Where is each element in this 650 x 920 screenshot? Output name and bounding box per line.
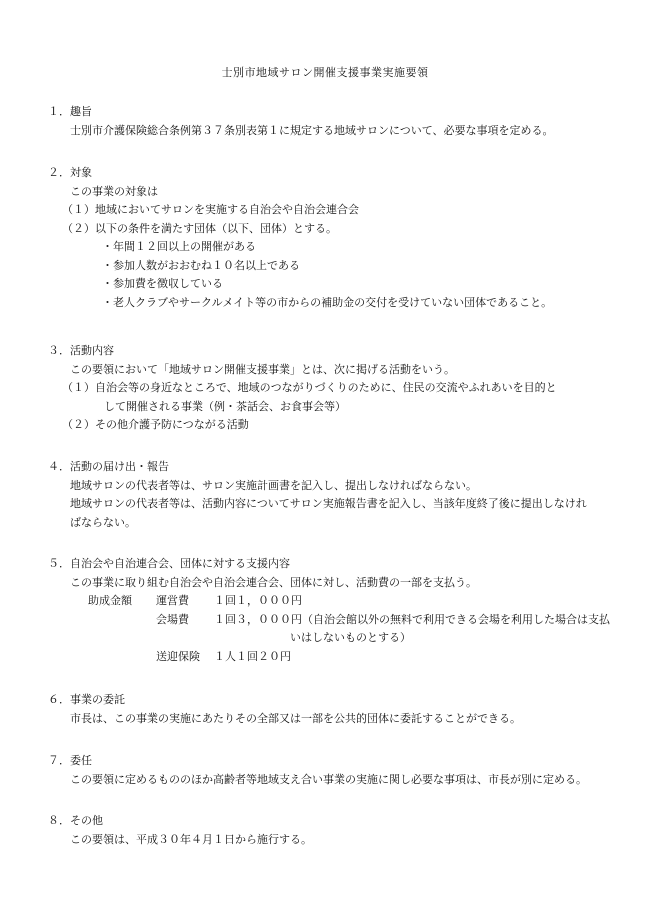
section-heading: ６．事業の委託 <box>48 693 125 706</box>
fee-note-continuation: いはしないものとする） <box>290 631 411 644</box>
list-item: （２）その他介護予防につながる活動 <box>62 418 249 431</box>
fee-amount: １回１，０００円 <box>214 594 302 607</box>
section-target <box>48 164 618 312</box>
section-text: この要領は、平成３０年４月１日から施行する。 <box>70 832 312 846</box>
section-text: 士別市介護保険総合条例第３７条別表第１に規定する地域サロンについて、必要な事項を定める。 <box>70 123 554 137</box>
list-item: （１）地域においてサロンを実施する自治会や自治会連合会 <box>62 203 359 216</box>
section-heading: ２．対象 <box>48 166 92 179</box>
section-delegation <box>48 691 618 728</box>
section-intro: この事業の対象は <box>70 184 158 198</box>
fee-name: 会場費 <box>156 612 189 626</box>
section-text: 地域サロンの代表者等は、サロン実施計画書を記入し、提出しなければならない。 <box>70 478 477 492</box>
section-heading: １．趣旨 <box>48 105 92 118</box>
section-intro: この要領において「地域サロン開催支援事業」とは、次に掲げる活動をいう。 <box>70 362 455 376</box>
fee-row <box>48 611 618 630</box>
fee-amount: １回３，０００円 <box>214 612 302 626</box>
section-heading: ５．自治会や自治連合会、団体に対する支援内容 <box>48 557 290 570</box>
fee-row <box>48 648 618 667</box>
document-title: 士別市地域サロン開催支援事業実施要領 <box>221 66 429 79</box>
fee-note: （自治会館以外の無料で利用できる会場を利用した場合は支払 <box>302 612 610 626</box>
bullet-item: ・老人クラブやサークルメイト等の市からの補助金の交付を受けていない団体であること。 <box>102 295 553 309</box>
list-item: （１）自治会等の身近なところで、地域のつながりづくりのために、住民の交流やふれあいを目的と <box>62 381 557 394</box>
section-heading: ８．その他 <box>48 814 103 827</box>
bullet-item: ・参加人数がおおむね１０名以上である <box>102 258 300 272</box>
section-mandate <box>48 752 618 789</box>
section-text: 地域サロンの代表者等は、活動内容についてサロン実施報告書を記入し、当該年度終了後に提出しなけれ <box>70 497 587 510</box>
bullet-item: ・参加費を徴収している <box>102 277 223 290</box>
section-heading: ４．活動の届け出・報告 <box>48 460 169 473</box>
section-purpose <box>48 103 618 140</box>
section-text-continuation: ばならない。 <box>70 515 136 529</box>
section-text: 市長は、この事業の実施にあたりその全部又は一部を公共的団体に委託することができる。 <box>70 711 521 725</box>
section-other <box>48 812 618 849</box>
section-heading: ７．委任 <box>48 754 92 767</box>
section-intro: この事業に取り組む自治会や自治会連合会、団体に対し、活動費の一部を支払う。 <box>70 575 477 589</box>
fee-row <box>48 592 618 611</box>
bullet-item: ・年間１２回以上の開催がある <box>102 240 256 253</box>
section-activities <box>48 342 618 435</box>
fee-name: 送迎保険 <box>156 649 200 663</box>
section-text: この要領に定めるもののほか高齢者等地域支え合い事業の実施に関し必要な事項は、市長が別に定める。 <box>70 772 587 786</box>
section-heading: ３．活動内容 <box>48 344 114 357</box>
section-support <box>48 555 618 666</box>
grant-label: 助成金額 <box>88 594 132 607</box>
list-item: （２）以下の条件を満たす団体（以下、団体）とする。 <box>62 221 337 235</box>
list-item-continuation: して開催される事業（例・茶話会、お食事会等） <box>104 399 346 413</box>
fee-amount: １人１回２０円 <box>214 649 291 663</box>
section-reporting <box>48 458 618 532</box>
fee-name: 運営費 <box>156 594 189 607</box>
